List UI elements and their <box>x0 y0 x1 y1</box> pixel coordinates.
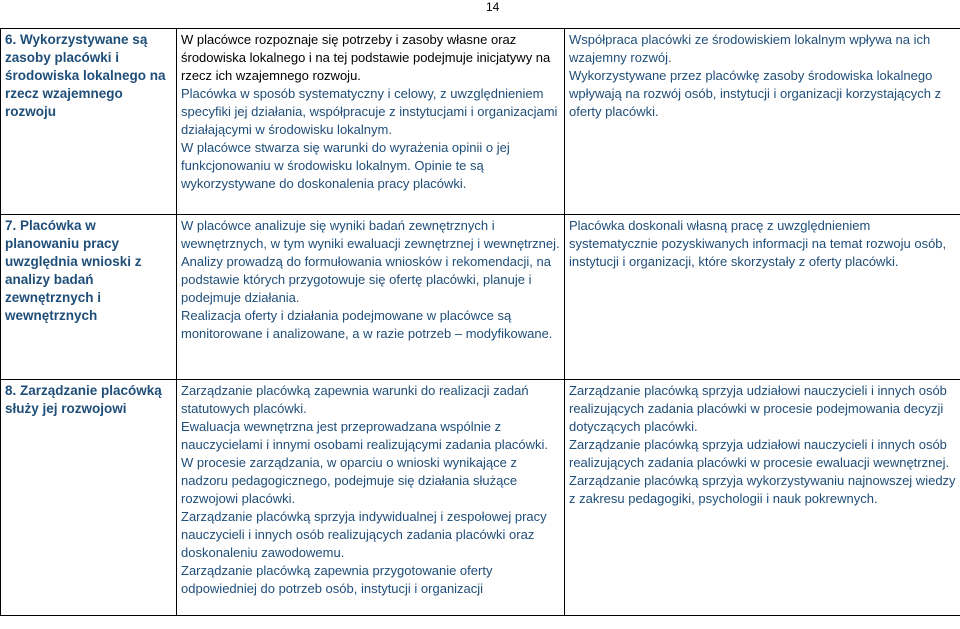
area-title: 6. Wykorzystywane są zasoby placówki i środowiska lokalnego na rzecz wzajemnego rozwoju <box>5 32 166 119</box>
area-title: 7. Placówka w planowaniu pracy uwzględnia wnioski z analizy badań zewnętrznych i wewnętrznych <box>5 218 142 323</box>
paragraph: Zarządzanie placówką zapewnia przygotowanie oferty odpowiedniej do potrzeb osób, instytucji i organizacji <box>181 563 493 596</box>
paragraph: Wykorzystywane przez placówkę zasoby środowiska lokalnego wpływają na rozwój osób, instytucji i organizacji korzystających z oferty placówki. <box>569 68 942 119</box>
page-number: 14 <box>486 0 500 14</box>
paragraph: W placówce analizuje się wyniki badań zewnętrznych i wewnętrznych, w tym wyniki ewaluacji zewnętrznej i wewnętrznej. <box>181 218 560 251</box>
level-d-cell <box>177 380 565 616</box>
area-cell <box>1 215 177 380</box>
paragraph: Analizy prowadzą do formułowania wniosków i rekomendacji, na podstawie których przygotowuje się ofertę placówki, planuje i podejmuje działania. <box>181 254 551 305</box>
paragraph: Placówka doskonali własną pracę z uwzględnieniem systematycznie pozyskiwanych informacji na temat rozwoju osób, instytucji i organizacji, które skorzystały z oferty placówki. <box>569 218 947 269</box>
table-row <box>1 380 960 616</box>
paragraph: W placówce stwarza się warunki do wyrażenia opinii o jej funkcjonowaniu w środowisku lokalnym. Opinie te są wykorzystywane do doskonalenia pracy placówki. <box>181 140 510 191</box>
paragraph: Placówka w sposób systematyczny i celowy, z uwzględnieniem specyfiki jej działania, współpracuje z instytucjami i organizacjami działającymi w środowisku lokalnym. <box>181 86 558 137</box>
paragraph: W placówce rozpoznaje się potrzeby i zasoby własne oraz środowiska lokalnego i na tej podstawie podejmuje inicjatywy na rzecz ich wzajemnego rozwoju. <box>181 32 551 83</box>
paragraph: W procesie zarządzania, w oparciu o wnioski wynikające z nadzoru pedagogicznego, podejmuje się działania służące rozwojowi placówki. <box>181 455 518 506</box>
area-cell <box>1 380 177 616</box>
paragraph: Zarządzanie placówką zapewnia warunki do realizacji zadań statutowych placówki. <box>181 383 529 416</box>
level-d-cell <box>177 215 565 380</box>
area-cell <box>1 29 177 215</box>
paragraph: Zarządzanie placówką sprzyja udziałowi nauczycieli i innych osób realizujących zadania placówki w procesie ewaluacji wewnętrznej. <box>569 437 950 470</box>
area-title: 8. Zarządzanie placówką służy jej rozwojowi <box>5 383 162 416</box>
level-b-cell <box>565 29 960 215</box>
requirements-table <box>0 28 960 616</box>
level-d-cell <box>177 29 565 215</box>
paragraph: Współpraca placówki ze środowiskiem lokalnym wpływa na ich wzajemny rozwój. <box>569 32 931 65</box>
paragraph: Ewaluacja wewnętrzna jest przeprowadzana wspólnie z nauczycielami i innymi osobami realizującymi zadania placówki. <box>181 419 549 452</box>
table-row <box>1 215 960 380</box>
paragraph: Zarządzanie placówką sprzyja udziałowi nauczycieli i innych osób realizujących zadania placówki w procesie podejmowania decyzji dotyczących placówki. <box>569 383 947 434</box>
level-b-cell <box>565 380 960 616</box>
paragraph: Zarządzanie placówką sprzyja wykorzystywaniu najnowszej wiedzy z zakresu pedagogiki, psychologii i nauk pokrewnych. <box>569 473 956 506</box>
paragraph: Realizacja oferty i działania podejmowane w placówce są monitorowane i analizowane, a w razie potrzeb – modyfikowane. <box>181 308 553 341</box>
table-row <box>1 29 960 215</box>
level-b-cell <box>565 215 960 380</box>
paragraph: Zarządzanie placówką sprzyja indywidualnej i zespołowej pracy nauczycieli i innych osób realizujących zadania placówki oraz doskonaleniu zawodowemu. <box>181 509 547 560</box>
